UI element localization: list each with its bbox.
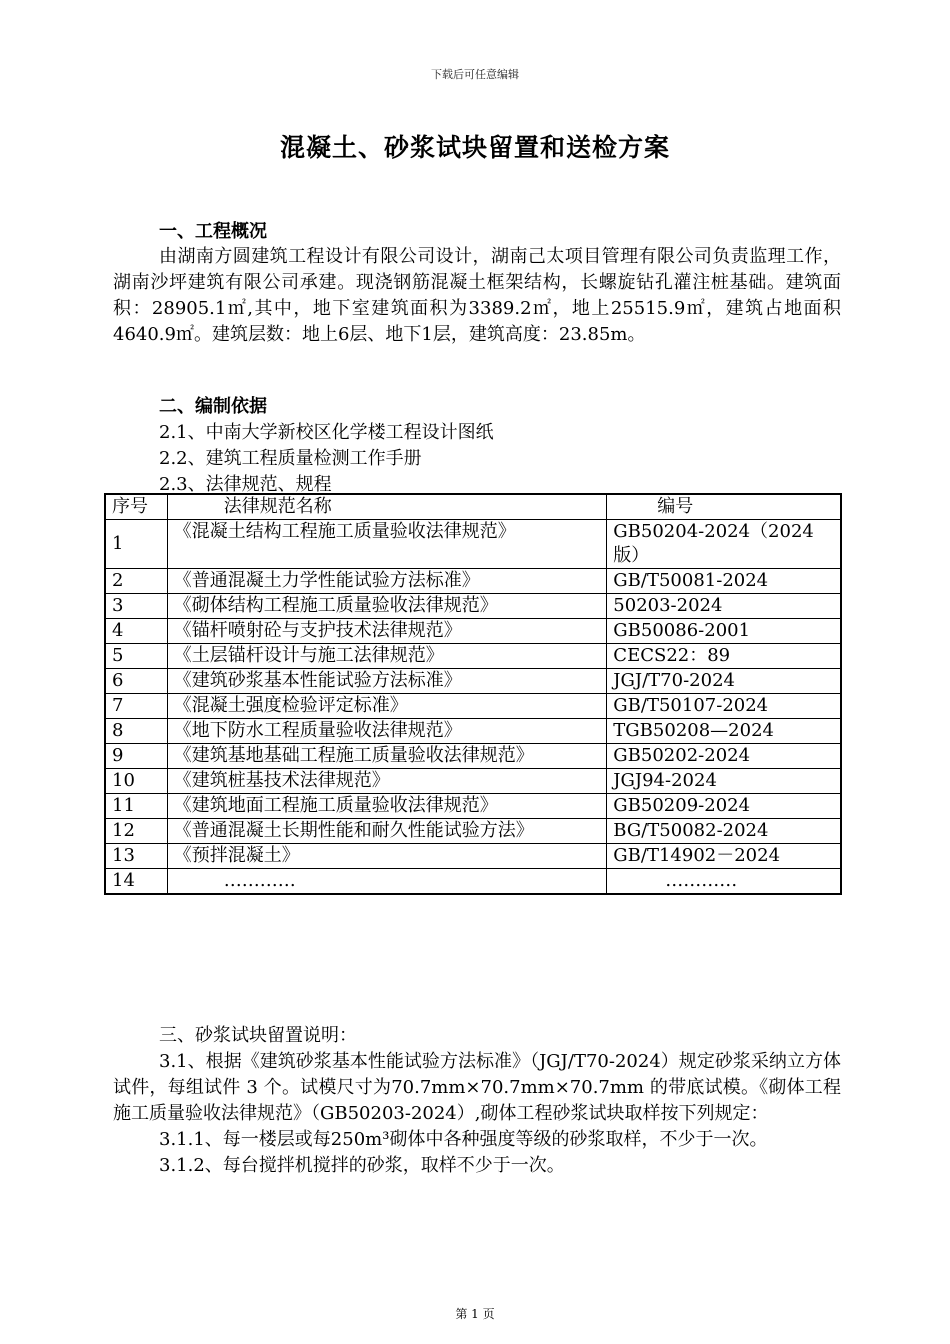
norm-code: GB/T50081-2024 xyxy=(607,569,841,594)
row-number: 4 xyxy=(105,619,167,644)
norm-name: 《建筑桩基技术法律规范》 xyxy=(167,769,607,794)
section3-heading: 三、砂浆试块留置说明： xyxy=(159,1025,357,1046)
row-number: 10 xyxy=(105,769,167,794)
table-row xyxy=(105,744,841,769)
norm-name: 《土层锚杆设计与施工法律规范》 xyxy=(167,644,607,669)
norm-code: GB50209-2024 xyxy=(607,794,841,819)
table-row xyxy=(105,769,841,794)
header-cell: 序号 xyxy=(105,494,167,520)
row-number: 3 xyxy=(105,594,167,619)
section3-paragraph: 3.1.2、每台搅拌机搅拌的砂浆，取样不少于一次。 xyxy=(159,1155,565,1176)
section1-heading: 一、工程概况 xyxy=(159,221,267,242)
table-row xyxy=(105,694,841,719)
table-row xyxy=(105,794,841,819)
row-number: 6 xyxy=(105,669,167,694)
row-number: 7 xyxy=(105,694,167,719)
norm-code: TGB50208—2024 xyxy=(607,719,841,744)
row-number: 5 xyxy=(105,644,167,669)
norm-name: 《建筑砂浆基本性能试验方法标准》 xyxy=(167,669,607,694)
norm-name: 《预拌混凝土》 xyxy=(167,844,607,869)
norm-code: JGJ/T70-2024 xyxy=(607,669,841,694)
header-cell: 编号 xyxy=(607,494,841,520)
row-number: 1 xyxy=(105,520,167,569)
table-row xyxy=(105,619,841,644)
table-header-row xyxy=(105,494,841,520)
norm-name: 《建筑地面工程施工质量验收法律规范》 xyxy=(167,794,607,819)
table-row xyxy=(105,819,841,844)
table-row xyxy=(105,844,841,869)
table-row xyxy=(105,644,841,669)
norm-code: GB50202-2024 xyxy=(607,744,841,769)
norm-code: GB/T14902－2024 xyxy=(607,844,841,869)
table-row xyxy=(105,594,841,619)
basis-item: 2.2、建筑工程质量检测工作手册 xyxy=(159,448,422,469)
page-footer: 第 1 页 xyxy=(455,1307,495,1321)
norm-code: CECS22：89 xyxy=(607,644,841,669)
section-basis xyxy=(113,395,841,498)
norm-name: 《建筑基地基础工程施工质量验收法律规范》 xyxy=(167,744,607,769)
row-number: 14 xyxy=(105,869,167,895)
norm-name: 《普通混凝土长期性能和耐久性能试验方法》 xyxy=(167,819,607,844)
norm-code: GB50204-2024（2024版） xyxy=(607,520,841,569)
norm-code: GB/T50107-2024 xyxy=(607,694,841,719)
section3-paragraph: 3.1、根据《建筑砂浆基本性能试验方法标准》（JGJ/T70-2024）规定砂浆采纳立方体试件，每组试件 3 个。试模尺寸为70.7mm×70.7mm×70.7mm 的带底试模。《砌体工程施工质量验收法律规范》（GB50203-2024）,砌体工程砂浆试块取样按下列规定： xyxy=(113,1051,841,1124)
table-row xyxy=(105,669,841,694)
norm-name: 《混凝土强度检验评定标准》 xyxy=(167,694,607,719)
norms-table xyxy=(104,493,842,895)
row-number: 8 xyxy=(105,719,167,744)
page-header: 下载后可任意编辑 xyxy=(431,68,519,81)
basis-item: 2.1、中南大学新校区化学楼工程设计图纸 xyxy=(159,422,494,443)
row-number: 13 xyxy=(105,844,167,869)
section-project-overview xyxy=(113,220,841,348)
row-number: 9 xyxy=(105,744,167,769)
norm-name: 《锚杆喷射砼与支护技术法律规范》 xyxy=(167,619,607,644)
norm-code: JGJ94-2024 xyxy=(607,769,841,794)
document-title: 混凝土、砂浆试块留置和送检方案 xyxy=(279,133,670,162)
table-row xyxy=(105,520,841,569)
norm-name: 《普通混凝土力学性能试验方法标准》 xyxy=(167,569,607,594)
norm-name: 《地下防水工程质量验收法律规范》 xyxy=(167,719,607,744)
row-number: 2 xyxy=(105,569,167,594)
norm-code: ………… xyxy=(607,869,841,895)
row-number: 11 xyxy=(105,794,167,819)
norm-code: 50203-2024 xyxy=(607,594,841,619)
norm-name: ………… xyxy=(167,869,607,895)
section3-paragraph: 3.1.1、每一楼层或每250m³砌体中各种强度等级的砂浆取样，不少于一次。 xyxy=(159,1129,768,1150)
row-number: 12 xyxy=(105,819,167,844)
table-row xyxy=(105,569,841,594)
norm-name: 《混凝土结构工程施工质量验收法律规范》 xyxy=(167,520,607,569)
norm-code: GB50086-2001 xyxy=(607,619,841,644)
header-cell: 法律规范名称 xyxy=(167,494,607,520)
basis-item: 2.3、法律规范、规程 xyxy=(159,474,332,495)
section-mortar xyxy=(113,1023,841,1179)
section1-body: 由湖南方圆建筑工程设计有限公司设计，湖南己太项目管理有限公司负责监理工作，湖南沙坪建筑有限公司承建。现浇钢筋混凝土框架结构，长螺旋钻孔灌注桩基础。建筑面积：28905.1㎡,其中，地下室建筑面积为3389.2㎡，地上25515.9㎡，建筑占地面积4640.9㎡。建筑层数：地上6层、地下1层，建筑高度：23.85m。 xyxy=(113,246,841,345)
norm-name: 《砌体结构工程施工质量验收法律规范》 xyxy=(167,594,607,619)
table-row xyxy=(105,719,841,744)
section2-heading: 二、编制依据 xyxy=(159,396,267,417)
norm-code: BG/T50082-2024 xyxy=(607,819,841,844)
table-row xyxy=(105,869,841,895)
